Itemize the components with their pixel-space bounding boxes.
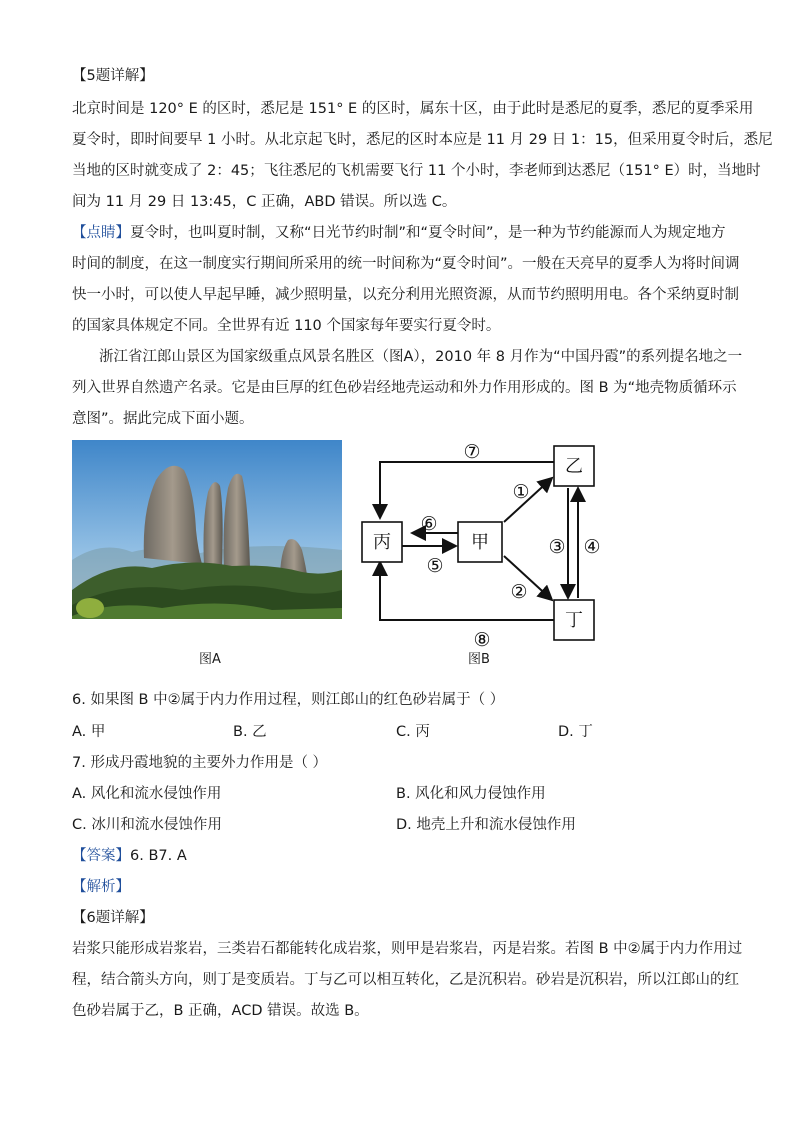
question-7-stem: 7. 形成丹霞地貌的主要外力作用是（ ）	[72, 755, 328, 771]
figure-a-caption: 图A	[199, 652, 221, 667]
jianglang-mountain-image	[72, 440, 342, 619]
rock-cycle-svg	[358, 438, 608, 648]
tip-line-4: 的国家具体规定不同。全世界有近 110 个国家每年要实行夏令时。	[72, 318, 501, 334]
box-yi-label: 乙	[565, 456, 583, 477]
question-7-option-c: C. 冰川和流水侵蚀作用	[72, 817, 222, 833]
intro-line-2: 列入世界自然遗产名录。它是由巨厚的红色砂岩经地壳运动和外力作用形成的。图 B 为“地壳物质循环示	[72, 380, 737, 396]
tip-line-3: 快一小时，可以使人早起早睡，减少照明量，以充分利用光照资源，从而节约照明用电。各个采纳夏时制	[72, 287, 739, 303]
arrow-2-label: ②	[510, 581, 528, 603]
section-6-line-1: 岩浆只能形成岩浆岩，三类岩石都能转化成岩浆，则甲是岩浆岩，丙是岩浆。若图 B 中②属于内力作用过	[72, 941, 743, 957]
arrow-7-label: ⑦	[463, 441, 481, 463]
section-6-line-3: 色砂岩属于乙，B 正确，ACD 错误。故选 B。	[72, 1003, 369, 1019]
tip-first-text: 夏令时，也叫夏时制，又称“日光节约时制”和“夏令时间”，是一种为节约能源而人为规定地方	[130, 225, 726, 241]
tip-label: 【点睛】	[72, 225, 130, 241]
box-jia-label: 甲	[471, 532, 489, 553]
figure-b-diagram	[358, 438, 608, 648]
answer-label: 【答案】	[72, 848, 130, 864]
intro-line-3: 意图”。据此完成下面小题。	[72, 411, 254, 427]
answer-line	[72, 846, 187, 866]
section-6-heading: 【6题详解】	[72, 910, 154, 926]
figure-b-caption: 图B	[468, 652, 490, 667]
arrow-1-label: ①	[512, 481, 530, 503]
analysis-label: 【解析】	[72, 879, 130, 895]
section-5-line-1: 北京时间是 120° E 的区时，悉尼是 151° E 的区时，属东十区，由于此时是悉尼的夏季，悉尼的夏季采用	[72, 101, 754, 117]
box-bing-label: 丙	[373, 532, 391, 553]
arrow-8	[380, 562, 554, 620]
arrow-8-label: ⑧	[473, 629, 491, 648]
section-5-heading: 【5题详解】	[72, 68, 154, 84]
figure-a-photo	[72, 440, 342, 619]
intro-line-1: 浙江省江郎山景区为国家级重点风景名胜区（图A），2010 年 8 月作为“中国丹霞”的系列提名地之一	[99, 349, 743, 365]
arrow-4-label: ④	[583, 536, 601, 558]
question-6-option-b: B. 乙	[233, 724, 267, 740]
question-6-option-d: D. 丁	[558, 724, 593, 740]
tip-line-1	[72, 223, 726, 243]
question-6-option-c: C. 丙	[396, 724, 430, 740]
arrow-5-label: ⑤	[426, 555, 444, 577]
arrow-3-label: ③	[548, 536, 566, 558]
question-7-option-b: B. 风化和风力侵蚀作用	[396, 786, 546, 802]
question-7-option-a: A. 风化和流水侵蚀作用	[72, 786, 222, 802]
question-6-stem: 6. 如果图 B 中②属于内力作用过程，则江郎山的红色砂岩属于（ ）	[72, 692, 505, 708]
section-5-line-3: 当地的区时就变成了 2：45；飞往悉尼的飞机需要飞行 11 个小时，李老师到达悉尼（151° E）时，当地时	[72, 163, 761, 179]
tip-line-2: 时间的制度，在这一制度实行期间所采用的统一时间称为“夏令时间”。一般在天亮早的夏季人为将时间调	[72, 256, 740, 272]
question-6-option-a: A. 甲	[72, 724, 106, 740]
box-ding-label: 丁	[565, 610, 583, 631]
question-7-option-d: D. 地壳上升和流水侵蚀作用	[396, 817, 576, 833]
section-5-line-4: 间为 11 月 29 日 13:45，C 正确，ABD 错误。所以选 C。	[72, 194, 457, 210]
section-5-line-2: 夏令时，即时间要早 1 小时。从北京起飞时，悉尼的区时本应是 11 月 29 日 1：15，但采用夏令时后，悉尼	[72, 132, 773, 148]
answer-text: 6. B7. A	[130, 848, 187, 864]
section-6-line-2: 程，结合箭头方向，则丁是变质岩。丁与乙可以相互转化，乙是沉积岩。砂岩是沉积岩，所以江郎山的红	[72, 972, 739, 988]
arrow-6-label: ⑥	[420, 513, 438, 535]
